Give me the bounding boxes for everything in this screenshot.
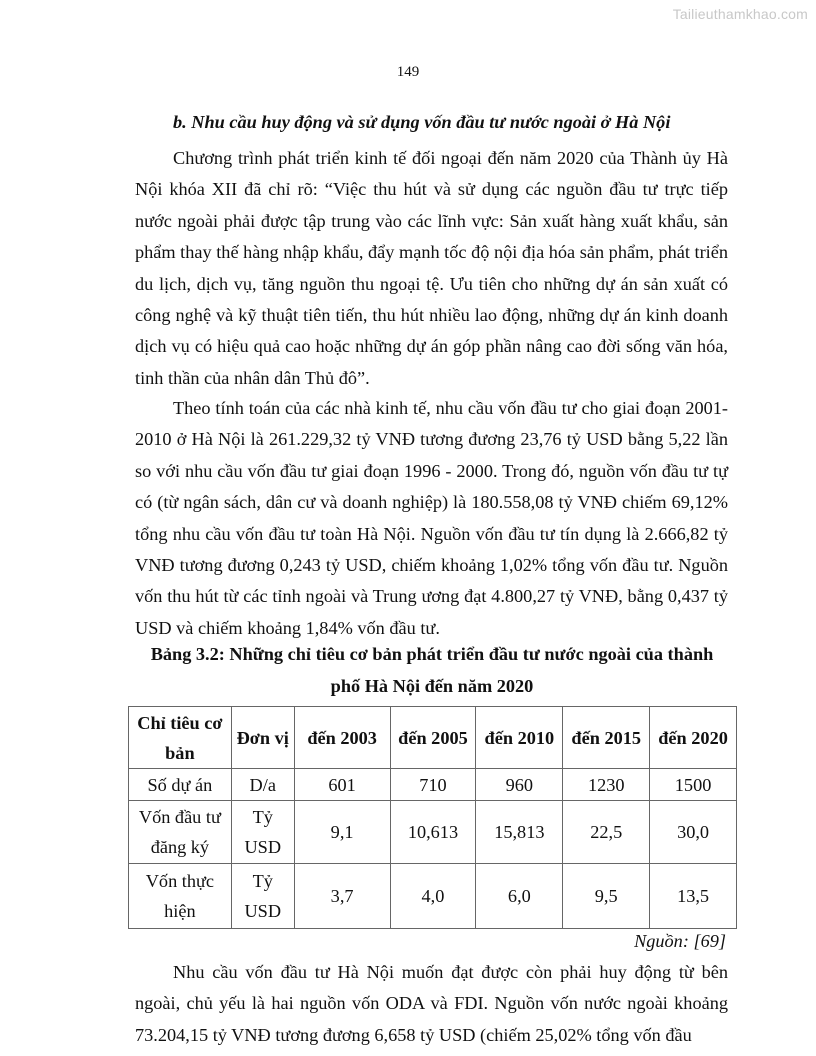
cell-unit: Tỷ USD — [231, 864, 294, 929]
table-header-row — [129, 707, 737, 769]
cell-value: 601 — [294, 769, 390, 801]
cell-indicator: Vốn thực hiện — [129, 864, 232, 929]
table-caption — [128, 638, 736, 702]
cell-unit: Tỷ USD — [231, 801, 294, 864]
section-heading: b. Nhu cầu huy động và sử dụng vốn đầu tư nước ngoài ở Hà Nội — [173, 112, 671, 132]
header-2005: đến 2005 — [390, 707, 476, 769]
paragraph-3-text: Nhu cầu vốn đầu tư Hà Nội muốn đạt được còn phải huy động từ bên ngoài, chủ yếu là hai nguồn vốn ODA và FDI. Nguồn vốn nước ngoài khoảng 73.204,15 tỷ VNĐ tương đương 6,658 tỷ USD (chiếm 25,02% tổng vốn đầu — [135, 962, 728, 1045]
cell-value: 9,1 — [294, 801, 390, 864]
page-number: 149 — [396, 64, 420, 80]
table-row — [129, 769, 737, 801]
cell-indicator: Vốn đầu tư đăng ký — [129, 801, 232, 864]
cell-indicator: Số dự án — [129, 769, 232, 801]
watermark: Tailieuthamkhao.com — [672, 6, 808, 22]
header-unit: Đơn vị — [231, 707, 294, 769]
cell-value: 710 — [390, 769, 476, 801]
cell-value: 22,5 — [563, 801, 650, 864]
cell-value: 13,5 — [650, 864, 737, 929]
cell-value: 10,613 — [390, 801, 476, 864]
paragraph-2-text: Theo tính toán của các nhà kinh tế, nhu cầu vốn đầu tư cho giai đoạn 2001-2010 ở Hà Nội là 261.229,32 tỷ VNĐ tương đương 23,76 tỷ USD bằng 5,22 lần so với nhu cầu vốn đầu tư giai đoạn 1996 - 2000. Trong đó, nguồn vốn đầu tư tự có (từ ngân sách, dân cư và doanh nghiệp) là 180.558,08 tỷ VNĐ chiếm 69,12% tổng nhu cầu vốn đầu tư toàn Hà Nội. Nguồn vốn đầu tư tín dụng là 2.666,82 tỷ VNĐ tương đương 0,243 tỷ USD, chiếm khoảng 1,02% tổng vốn đầu tư. Nguồn vốn thu hút từ các tỉnh ngoài và Trung ương đạt 4.800,27 tỷ VNĐ, bằng 0,437 tỷ USD và chiếm khoảng 1,84% vốn đầu tư. — [135, 398, 728, 638]
table-caption-line-2: phố Hà Nội đến năm 2020 — [330, 676, 534, 696]
table-row — [129, 864, 737, 929]
cell-value: 6,0 — [476, 864, 563, 929]
paragraph-1-text: Chương trình phát triển kinh tế đối ngoại đến năm 2020 của Thành ủy Hà Nội khóa XII đã chỉ rõ: “Việc thu hút và sử dụng các nguồn đầu tư trực tiếp nước ngoài phải được tập trung vào các lĩnh vực: Sản xuất hàng xuất khẩu, sản phẩm thay thế hàng nhập khẩu, đẩy mạnh tốc độ nội địa hóa sản phẩm, phát triển du lịch, dịch vụ, tăng nguồn thu ngoại tệ. Ưu tiên cho những dự án sản xuất có công nghệ và kỹ thuật tiên tiến, thu hút nhiều lao động, những dự án kinh doanh dịch vụ có hiệu quả cao hoặc những dự án góp phần nâng cao đời sống văn hóa, tinh thần của nhân dân Thủ đô”. — [135, 148, 728, 388]
cell-unit: D/a — [231, 769, 294, 801]
cell-value: 3,7 — [294, 864, 390, 929]
indicators-table — [128, 706, 737, 929]
cell-value: 1230 — [563, 769, 650, 801]
paragraph-1 — [135, 143, 728, 394]
table-caption-line-1: Bảng 3.2: Những chỉ tiêu cơ bản phát triển đầu tư nước ngoài của thành — [150, 644, 714, 664]
header-2010: đến 2010 — [476, 707, 563, 769]
header-indicator: Chỉ tiêu cơ bản — [129, 707, 232, 769]
cell-value: 9,5 — [563, 864, 650, 929]
cell-value: 4,0 — [390, 864, 476, 929]
header-2003: đến 2003 — [294, 707, 390, 769]
cell-value: 960 — [476, 769, 563, 801]
table-row — [129, 801, 737, 864]
header-2015: đến 2015 — [563, 707, 650, 769]
table-source: Nguồn: [69] — [634, 931, 726, 951]
header-2020: đến 2020 — [650, 707, 737, 769]
paragraph-3 — [135, 957, 728, 1051]
paragraph-2 — [135, 393, 728, 644]
cell-value: 30,0 — [650, 801, 737, 864]
cell-value: 1500 — [650, 769, 737, 801]
cell-value: 15,813 — [476, 801, 563, 864]
